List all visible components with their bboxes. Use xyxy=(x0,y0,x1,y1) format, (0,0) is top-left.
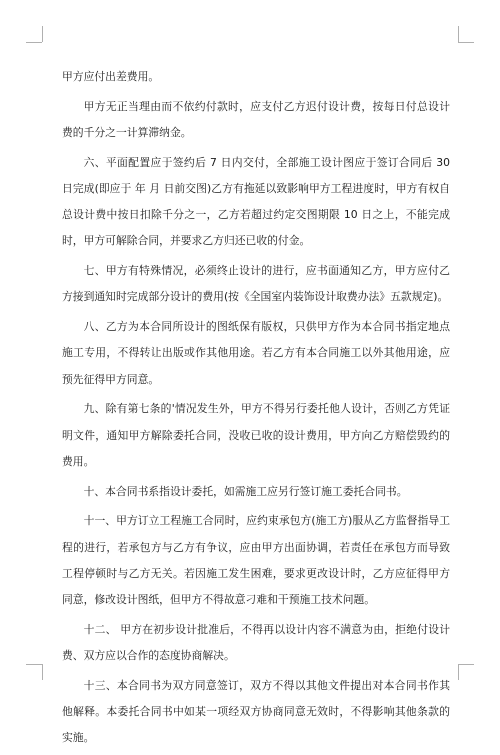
crop-mark-line xyxy=(26,664,42,665)
crop-mark-line xyxy=(458,664,459,680)
paragraph-clause-7: 七、甲方有特殊情况，必须终止设计的进行，应书面通知乙方，甲方应付乙方接到通知时完成部分设计的费用(按《全国室内装饰设计取费办法》五款规定)。 xyxy=(62,264,450,304)
paragraph-clause-8: 八、乙方为本合同所设计的图纸保有版权，只供甲方作为本合同书指定地点施工专用，不得转让出版或作其他用途。若乙方有本合同施工以外其他用途，应预先征得甲方同意。 xyxy=(62,320,450,386)
paragraph-clause-6: 六、平面配置应于签约后 7 日内交付，全部施工设计图应于签订合同后 30 日完成(即应于 年 月 日前交图)乙方有拖延以致影响甲方工程进度时，甲方有权自总设计费中按日扣除千分之一，乙方若超过约定交图期限 10 日之上，不能完成时，甲方可解除合同，并要求乙方归还已收的付金。 xyxy=(62,155,450,248)
paragraph-clause-11: 十一、甲方订立工程施工合同时，应约束承包方(施工方)服从乙方监督指导工程的进行，若承包方与乙方有争议，应由甲方出面协调，若责任在承包方而导致工程停顿时与乙方无关。若因施工发生困难，要求更改设计时，乙方应征得甲方同意，修改设计图纸，但甲方不得故意刁难和干预施工技术问题。 xyxy=(62,514,450,607)
paragraph-clause-10: 十、本合同书系指设计委托，如需施工应另行签订施工委托合同书。 xyxy=(83,484,408,498)
crop-mark-line xyxy=(26,42,42,43)
crop-mark-line xyxy=(458,664,474,665)
crop-mark-line xyxy=(42,26,43,42)
paragraph-late-payment: 甲方无正当理由而不依约付款时，应支付乙方迟付设计费，按每日付总设计费的千分之一计算滞纳金。 xyxy=(62,99,450,139)
crop-mark-line xyxy=(42,664,43,680)
paragraph-late-fee-intro: 甲方应付出差费用。 xyxy=(62,70,160,83)
paragraph-clause-9: 九、除有第七条的'情况发生外，甲方不得另行委托他人设计，否则乙方凭证明文件，通知甲方解除委托合同，没收已收的设计费用，甲方向乙方赔偿毁约的费用。 xyxy=(62,402,450,468)
paragraph-clause-12: 十二、 甲方在初步设计批准后，不得再以设计内容不满意为由，拒绝付设计费、双方应以合作的态度协商解决。 xyxy=(62,622,450,663)
paragraph-clause-13: 十三、本合同书为双方同意签订，双方不得以其他文件提出对本合同书作其他解释。本委托合同书中如某一项经双方协商同意无效时，不得影响其他条款的实施。 xyxy=(62,678,450,745)
document-body xyxy=(62,64,450,755)
crop-mark-line xyxy=(458,26,459,42)
crop-mark-line xyxy=(458,42,474,43)
